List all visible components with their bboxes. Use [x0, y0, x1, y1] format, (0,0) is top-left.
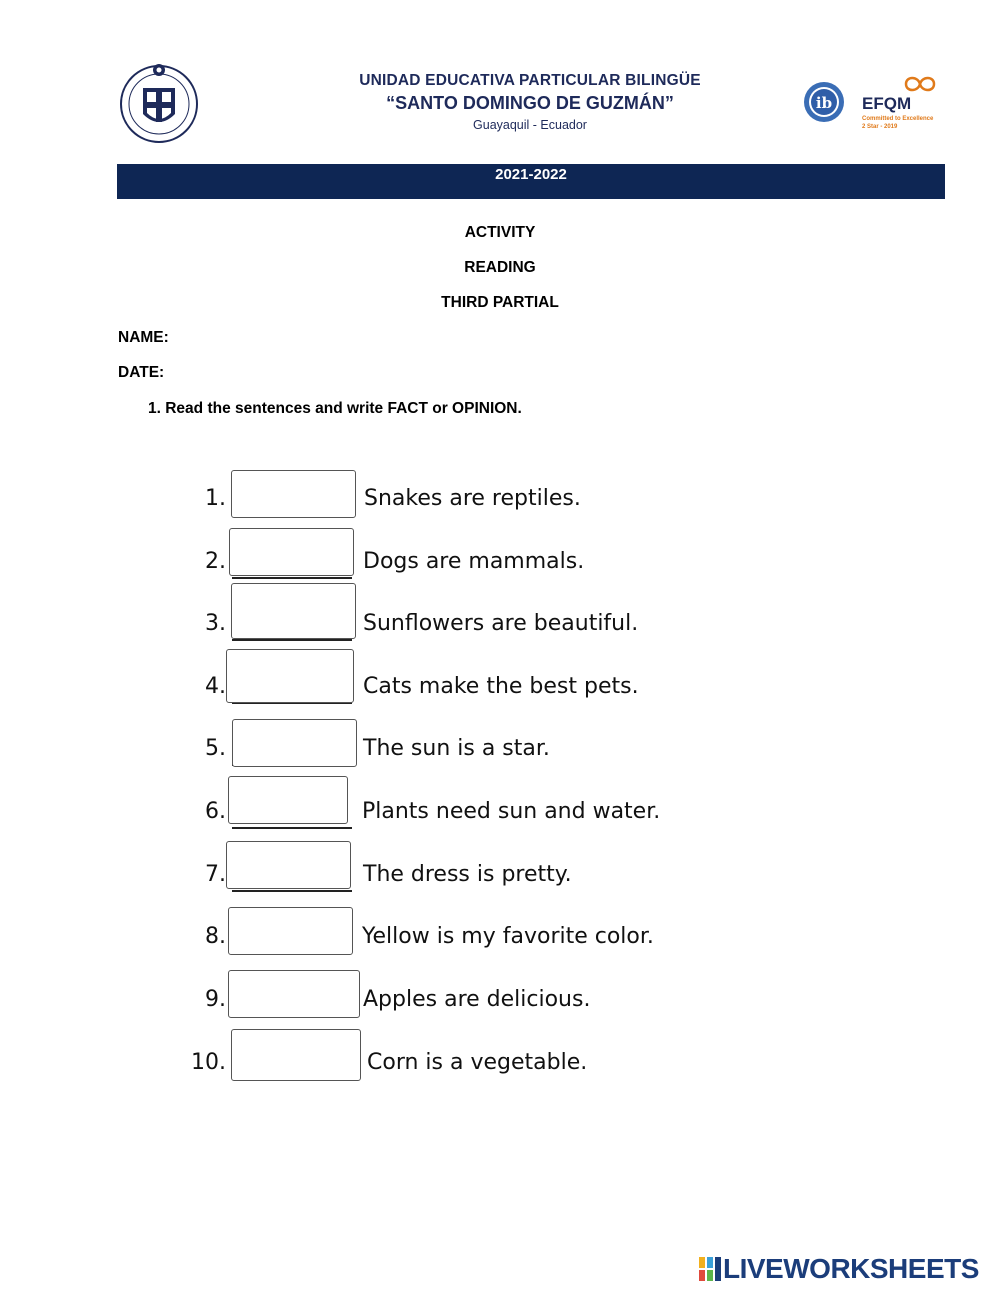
instruction-text: 1. Read the sentences and write FACT or OPINION. — [148, 400, 522, 417]
item-number: 4. — [205, 674, 226, 699]
sentence-text: Snakes are reptiles. — [364, 486, 581, 511]
sentence-text: Corn is a vegetable. — [367, 1050, 588, 1075]
answer-box[interactable] — [228, 776, 348, 824]
item-number: 3. — [205, 611, 226, 636]
answer-box[interactable] — [228, 907, 353, 955]
sentence-text: Cats make the best pets. — [363, 674, 639, 699]
efqm-sub2: 2 Star - 2019 — [862, 124, 898, 130]
school-name-line1: UNIDAD EDUCATIVA PARTICULAR BILINGÜE — [359, 72, 701, 89]
school-crest-icon — [117, 58, 201, 146]
answer-underline — [232, 827, 352, 829]
item-number: 10. — [191, 1050, 226, 1075]
item-number: 1. — [205, 486, 226, 511]
sentence-text: Yellow is my favorite color. — [362, 924, 654, 949]
sentence-text: Apples are delicious. — [363, 987, 591, 1012]
answer-box[interactable] — [231, 470, 356, 518]
answer-box[interactable] — [231, 583, 356, 639]
item-number: 7. — [205, 862, 226, 887]
answer-underline — [232, 577, 352, 579]
sentence-text: The dress is pretty. — [363, 862, 572, 887]
date-label: DATE: — [118, 364, 165, 381]
school-year-bar: 2021-2022 — [117, 164, 945, 199]
sentence-text: Plants need sun and water. — [362, 799, 661, 824]
name-label: NAME: — [118, 329, 169, 346]
sentence-text: Sunflowers are beautiful. — [363, 611, 639, 636]
item-number: 8. — [205, 924, 226, 949]
sentence-text: The sun is a star. — [363, 736, 550, 761]
item-number: 5. — [205, 736, 226, 761]
answer-box[interactable] — [232, 719, 357, 767]
answer-box[interactable] — [229, 528, 354, 576]
sentence-text: Dogs are mammals. — [363, 549, 585, 574]
liveworksheets-logo-icon — [699, 1257, 721, 1281]
efqm-infinity-icon — [900, 74, 940, 94]
item-number: 2. — [205, 549, 226, 574]
answer-box[interactable] — [226, 649, 354, 703]
efqm-name: EFQM — [862, 94, 912, 113]
school-name-line2: “SANTO DOMINGO DE GUZMÁN” — [386, 93, 674, 113]
school-location: Guayaquil - Ecuador — [473, 118, 587, 132]
liveworksheets-brand: LIVEWORKSHEETS — [723, 1253, 979, 1284]
title-activity: ACTIVITY — [464, 224, 536, 241]
answer-box[interactable] — [226, 841, 351, 889]
svg-text:ib: ib — [815, 94, 833, 112]
efqm-sub1: Committed to Excellence — [862, 116, 934, 122]
answer-underline — [232, 639, 352, 641]
item-number: 9. — [205, 987, 226, 1012]
item-number: 6. — [205, 799, 226, 824]
school-header — [300, 72, 760, 132]
title-third-partial: THIRD PARTIAL — [441, 294, 559, 311]
answer-box[interactable] — [228, 970, 360, 1018]
title-reading: READING — [464, 259, 536, 276]
answer-underline — [232, 890, 352, 892]
answer-box[interactable] — [231, 1029, 361, 1081]
ib-logo-icon — [802, 80, 846, 124]
efqm-logo — [860, 74, 950, 138]
